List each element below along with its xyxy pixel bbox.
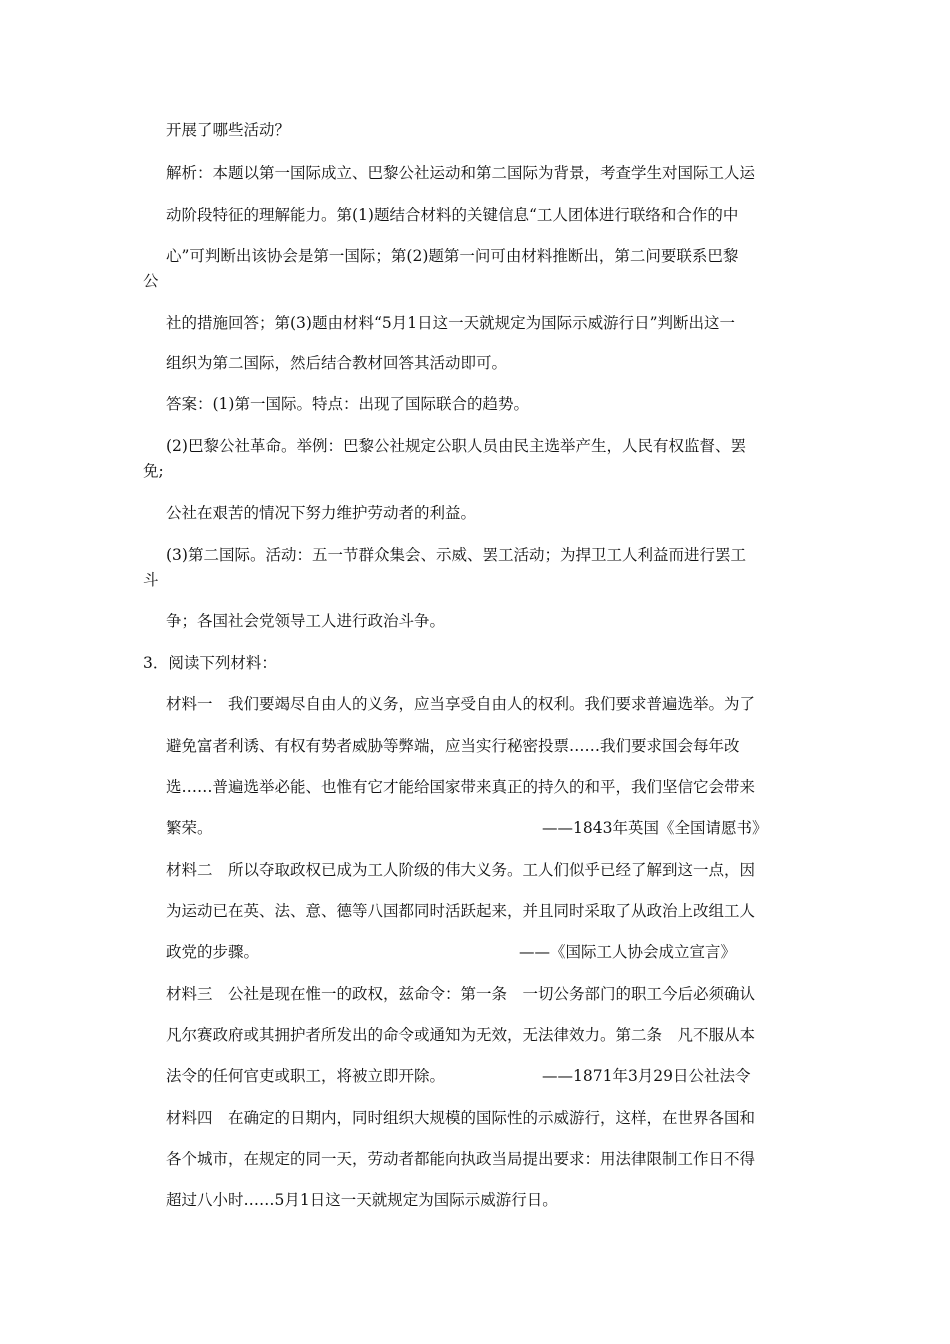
- analysis-line: 组织为第二国际，然后结合教材回答其活动即可。: [166, 354, 508, 372]
- analysis-line: 解析：本题以第一国际成立、巴黎公社运动和第二国际为背景，考查学生对国际工人运: [166, 164, 756, 182]
- material-citation: ——1871年3月29日公社法令: [542, 1067, 751, 1085]
- analysis-line: 社的措施回答；第(3)题由材料“5月1日这一天就规定为国际示威游行日”判断出这一: [166, 314, 736, 332]
- analysis-line: 公: [143, 272, 159, 290]
- material-line: 凡尔赛政府或其拥护者所发出的命令或通知为无效，无法律效力。第二条 凡不服从本: [166, 1026, 756, 1044]
- material-line: 繁荣。: [166, 819, 213, 837]
- material-line: 法令的任何官吏或职工，将被立即开除。: [166, 1067, 446, 1085]
- material-line: 政党的步骤。: [166, 943, 260, 961]
- material-line: 超过八小时……5月1日这一天就规定为国际示威游行日。: [166, 1191, 558, 1209]
- material-line: 材料三 公社是现在惟一的政权，兹命令：第一条 一切公务部门的职工今后必须确认: [166, 985, 756, 1003]
- answer-line: 争；各国社会党领导工人进行政治斗争。: [166, 612, 446, 630]
- answer-line: 答案：(1)第一国际。特点：出现了国际联合的趋势。: [166, 395, 529, 413]
- answer-line: (2)巴黎公社革命。举例：巴黎公社规定公职人员由民主选举产生，人民有权监督、罢: [166, 437, 746, 455]
- material-line: 为运动已在英、法、意、德等八国都同时活跃起来，并且同时采取了从政治上改组工人: [166, 902, 756, 920]
- analysis-line: 心”可判断出该协会是第一国际；第(2)题第一问可由材料推断出，第二问要联系巴黎: [166, 247, 739, 265]
- material-line: 材料四 在确定的日期内，同时组织大规模的国际性的示威游行，这样，在世界各国和: [166, 1109, 756, 1127]
- material-citation: ——1843年英国《全国请愿书》: [542, 819, 768, 837]
- answer-line: 公社在艰苦的情况下努力维护劳动者的利益。: [166, 504, 477, 522]
- analysis-line: 动阶段特征的理解能力。第(1)题结合材料的关键信息“工人团体进行联络和合作的中: [166, 206, 739, 224]
- answer-line: 斗: [143, 571, 159, 589]
- answer-line: 免;: [143, 462, 164, 480]
- question-3-title: 3．阅读下列材料：: [143, 654, 277, 672]
- material-citation: ——《国际工人协会成立宣言》: [519, 943, 737, 961]
- material-line: 材料二 所以夺取政权已成为工人阶级的伟大义务。工人们似乎已经了解到这一点，因: [166, 861, 756, 879]
- material-line: 各个城市，在规定的同一天，劳动者都能向执政当局提出要求：用法律限制工作日不得: [166, 1150, 756, 1168]
- answer-line: (3)第二国际。活动：五一节群众集会、示威、罢工活动；为捍卫工人利益而进行罢工: [166, 546, 746, 564]
- question-2-tail: 开展了哪些活动？: [166, 121, 291, 139]
- material-line: 材料一 我们要竭尽自由人的义务，应当享受自由人的权利。我们要求普遍选举。为了: [166, 695, 756, 713]
- material-line: 选……普遍选举必能、也惟有它才能给国家带来真正的持久的和平，我们坚信它会带来: [166, 778, 756, 796]
- material-line: 避免富者利诱、有权有势者威胁等弊端，应当实行秘密投票……我们要求国会每年改: [166, 737, 740, 755]
